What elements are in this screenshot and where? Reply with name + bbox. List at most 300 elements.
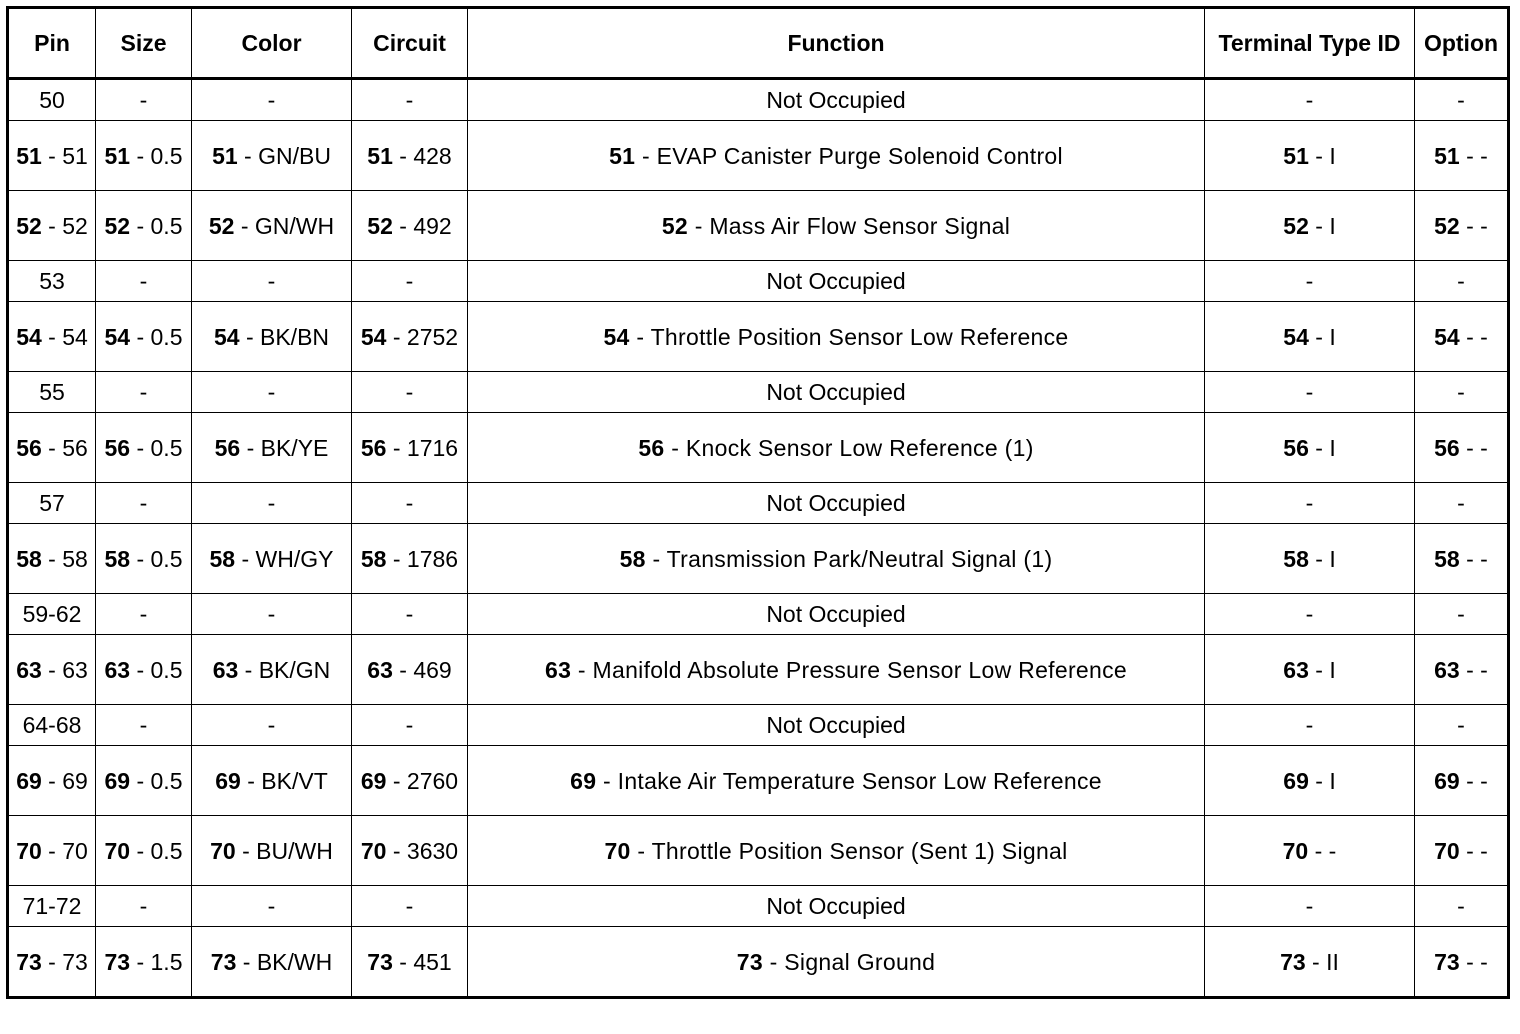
cell-pin-text: - 63 (41, 656, 88, 683)
cell-function-pin-ref: 56 (638, 434, 665, 461)
header-pin: Pin (8, 8, 96, 79)
cell-pin-pin-ref: 58 (16, 545, 42, 572)
cell-color (192, 927, 352, 998)
cell-option-text: - - (1459, 142, 1488, 169)
cell-option-text: - - (1459, 434, 1488, 461)
cell-circuit-text: - 1786 (386, 545, 459, 572)
cell-option-text: - (1457, 712, 1465, 738)
cell-circuit (352, 413, 468, 483)
cell-function-text: - Intake Air Temperature Sensor Low Reference (596, 767, 1102, 794)
cell-color-text: - (267, 268, 276, 294)
table-row (8, 635, 1509, 705)
cell-color-text: - WH/GY (235, 545, 334, 572)
cell-circuit (352, 261, 468, 302)
cell-color-pin-ref: 52 (208, 212, 235, 239)
cell-pin-text: - 54 (41, 323, 88, 350)
cell-circuit (352, 191, 468, 261)
cell-circuit (352, 594, 468, 635)
cell-size-text: - (139, 268, 148, 294)
cell-color-text: - (267, 379, 276, 405)
cell-function (468, 635, 1205, 705)
cell-circuit-pin-ref: 52 (367, 212, 393, 239)
header-function: Function (468, 8, 1205, 79)
cell-color (192, 594, 352, 635)
cell-function (468, 886, 1205, 927)
cell-circuit (352, 635, 468, 705)
cell-function-text: - Knock Sensor Low Reference (1) (664, 434, 1034, 461)
cell-option-text: - - (1459, 837, 1488, 864)
cell-terminal-type-id (1205, 372, 1415, 413)
cell-color-pin-ref: 63 (212, 656, 239, 683)
cell-color-pin-ref: 56 (214, 434, 241, 461)
cell-pin-pin-ref: 51 (16, 142, 42, 169)
cell-size-pin-ref: 56 (104, 434, 131, 461)
cell-circuit (352, 372, 468, 413)
table-row (8, 816, 1509, 886)
cell-terminal-type-id-text: - I (1308, 656, 1336, 683)
cell-size (96, 191, 192, 261)
cell-function-pin-ref: 69 (570, 767, 597, 794)
cell-function-text: Not Occupied (766, 601, 906, 627)
cell-terminal-type-id-pin-ref: 52 (1283, 212, 1309, 239)
cell-color (192, 413, 352, 483)
cell-terminal-type-id (1205, 816, 1415, 886)
cell-circuit-text: - 2760 (386, 767, 459, 794)
table-row (8, 483, 1509, 524)
cell-pin-text: - 52 (41, 212, 88, 239)
cell-pin-pin-ref: 56 (16, 434, 42, 461)
connector-pinout-table-wrapper (6, 6, 1510, 999)
cell-circuit-text: - (405, 87, 414, 113)
cell-color-text: - BK/VT (240, 767, 328, 794)
cell-function-pin-ref: 54 (603, 323, 630, 350)
cell-color (192, 302, 352, 372)
cell-pin (8, 372, 96, 413)
header-color: Color (192, 8, 352, 79)
cell-pin-text: 57 (39, 490, 65, 516)
cell-pin (8, 635, 96, 705)
cell-function (468, 413, 1205, 483)
cell-circuit-pin-ref: 69 (360, 767, 387, 794)
cell-terminal-type-id-text: - I (1308, 545, 1336, 572)
cell-function-text: - Throttle Position Sensor (Sent 1) Signal (630, 837, 1068, 864)
cell-function (468, 816, 1205, 886)
cell-size (96, 372, 192, 413)
cell-color-text: - BK/WH (236, 948, 333, 975)
cell-circuit (352, 886, 468, 927)
cell-terminal-type-id-pin-ref: 51 (1283, 142, 1309, 169)
cell-size-text: - 1.5 (130, 948, 183, 975)
cell-terminal-type-id-text: - II (1305, 948, 1339, 975)
cell-option-pin-ref: 54 (1434, 323, 1460, 350)
cell-option (1415, 413, 1509, 483)
cell-circuit-text: - (405, 601, 414, 627)
cell-terminal-type-id-text: - (1305, 379, 1314, 405)
cell-circuit (352, 524, 468, 594)
cell-terminal-type-id-text: - I (1308, 212, 1336, 239)
cell-pin (8, 483, 96, 524)
cell-color-text: - BK/BN (239, 323, 330, 350)
cell-terminal-type-id (1205, 79, 1415, 121)
cell-pin-text: 50 (39, 87, 65, 113)
cell-color (192, 191, 352, 261)
cell-color (192, 635, 352, 705)
cell-terminal-type-id-text: - (1305, 893, 1314, 919)
cell-function-text: - Manifold Absolute Pressure Sensor Low Reference (571, 656, 1127, 683)
cell-color-text: - (267, 893, 276, 919)
cell-color-text: - (267, 712, 276, 738)
cell-function (468, 746, 1205, 816)
cell-color-text: - GN/BU (237, 142, 331, 169)
cell-size-pin-ref: 69 (104, 767, 131, 794)
cell-pin-text: 53 (39, 268, 65, 294)
cell-size (96, 816, 192, 886)
cell-function (468, 121, 1205, 191)
cell-circuit (352, 79, 468, 121)
cell-option-text: - - (1459, 767, 1488, 794)
cell-option (1415, 524, 1509, 594)
cell-color-text: - (267, 490, 276, 516)
cell-terminal-type-id-pin-ref: 63 (1283, 656, 1309, 683)
cell-size-pin-ref: 73 (104, 948, 131, 975)
cell-function-pin-ref: 52 (661, 212, 688, 239)
cell-size (96, 524, 192, 594)
cell-pin (8, 705, 96, 746)
cell-size-text: - (139, 712, 148, 738)
cell-circuit-text: - (405, 379, 414, 405)
cell-terminal-type-id-text: - I (1308, 323, 1336, 350)
table-row (8, 927, 1509, 998)
cell-option (1415, 261, 1509, 302)
cell-pin (8, 121, 96, 191)
cell-color-pin-ref: 69 (215, 767, 241, 794)
cell-option (1415, 191, 1509, 261)
cell-option-text: - (1457, 601, 1465, 627)
cell-pin-text: 59-62 (22, 601, 82, 627)
cell-pin (8, 816, 96, 886)
cell-option-text: - - (1459, 323, 1488, 350)
cell-option-pin-ref: 52 (1434, 212, 1460, 239)
cell-function (468, 705, 1205, 746)
cell-option-text: - - (1459, 656, 1488, 683)
header-circuit: Circuit (352, 8, 468, 79)
cell-circuit-text: - 2752 (386, 323, 459, 350)
cell-option-pin-ref: 56 (1434, 434, 1460, 461)
cell-circuit-text: - 492 (392, 212, 452, 239)
cell-size (96, 121, 192, 191)
cell-size-pin-ref: 54 (104, 323, 131, 350)
cell-size (96, 746, 192, 816)
cell-option-text: - - (1459, 212, 1488, 239)
cell-circuit-pin-ref: 56 (360, 434, 387, 461)
cell-option-pin-ref: 58 (1434, 545, 1460, 572)
cell-terminal-type-id-text: - (1305, 87, 1314, 113)
cell-circuit-text: - (405, 490, 414, 516)
cell-pin (8, 413, 96, 483)
header-option: Option (1415, 8, 1509, 79)
cell-circuit (352, 483, 468, 524)
cell-size (96, 635, 192, 705)
cell-function (468, 302, 1205, 372)
table-row (8, 372, 1509, 413)
cell-color-text: - BK/GN (238, 656, 331, 683)
cell-terminal-type-id (1205, 524, 1415, 594)
cell-function-text: - Throttle Position Sensor Low Reference (629, 323, 1069, 350)
table-row (8, 886, 1509, 927)
cell-size (96, 483, 192, 524)
cell-pin (8, 191, 96, 261)
cell-size-text: - (139, 893, 148, 919)
cell-size-pin-ref: 51 (104, 142, 131, 169)
cell-color-pin-ref: 54 (213, 323, 240, 350)
cell-function (468, 594, 1205, 635)
cell-pin-text: - 58 (41, 545, 88, 572)
cell-function-text: Not Occupied (766, 893, 906, 919)
cell-terminal-type-id-pin-ref: 70 (1282, 837, 1309, 864)
cell-color-pin-ref: 70 (210, 837, 236, 864)
cell-option (1415, 594, 1509, 635)
cell-size-text: - (139, 601, 148, 627)
cell-terminal-type-id-text: - I (1308, 767, 1336, 794)
table-row (8, 413, 1509, 483)
cell-color-pin-ref: 51 (212, 142, 238, 169)
cell-circuit-pin-ref: 58 (360, 545, 387, 572)
cell-terminal-type-id-text: - (1305, 268, 1314, 294)
table-row (8, 302, 1509, 372)
cell-option (1415, 927, 1509, 998)
cell-size-pin-ref: 70 (104, 837, 131, 864)
cell-circuit-text: - 3630 (386, 837, 459, 864)
cell-terminal-type-id (1205, 886, 1415, 927)
cell-size-pin-ref: 52 (104, 212, 131, 239)
cell-size-text: - 0.5 (130, 323, 183, 350)
cell-size-text: - 0.5 (130, 434, 183, 461)
cell-color-pin-ref: 73 (210, 948, 237, 975)
cell-pin-pin-ref: 73 (16, 948, 42, 975)
cell-function (468, 261, 1205, 302)
cell-color (192, 524, 352, 594)
cell-terminal-type-id-pin-ref: 56 (1283, 434, 1309, 461)
cell-pin (8, 927, 96, 998)
cell-size-pin-ref: 63 (104, 656, 131, 683)
cell-pin (8, 524, 96, 594)
cell-circuit-pin-ref: 63 (367, 656, 393, 683)
cell-circuit (352, 302, 468, 372)
cell-pin (8, 594, 96, 635)
cell-pin-text: - 56 (41, 434, 88, 461)
cell-pin-text: - 70 (41, 837, 88, 864)
cell-option-text: - - (1459, 545, 1488, 572)
cell-function-text: - Signal Ground (762, 948, 936, 975)
table-row (8, 746, 1509, 816)
cell-pin-pin-ref: 70 (16, 837, 42, 864)
cell-pin (8, 261, 96, 302)
cell-size (96, 705, 192, 746)
cell-size (96, 261, 192, 302)
table-row (8, 261, 1509, 302)
cell-color (192, 79, 352, 121)
cell-option-text: - (1457, 893, 1465, 919)
cell-circuit-text: - (405, 712, 414, 738)
table-row (8, 594, 1509, 635)
cell-option (1415, 746, 1509, 816)
cell-function-text: Not Occupied (766, 268, 906, 294)
table-header-row (8, 8, 1509, 79)
cell-function (468, 372, 1205, 413)
cell-option-text: - (1457, 379, 1465, 405)
cell-option (1415, 635, 1509, 705)
cell-function-pin-ref: 58 (619, 545, 646, 572)
cell-circuit-pin-ref: 70 (360, 837, 387, 864)
cell-option (1415, 705, 1509, 746)
cell-pin-text: 64-68 (22, 712, 82, 738)
cell-terminal-type-id-text: - (1305, 712, 1314, 738)
cell-terminal-type-id (1205, 483, 1415, 524)
cell-option-pin-ref: 70 (1434, 837, 1460, 864)
cell-terminal-type-id (1205, 705, 1415, 746)
cell-terminal-type-id-pin-ref: 58 (1283, 545, 1309, 572)
cell-option (1415, 79, 1509, 121)
cell-function-pin-ref: 51 (609, 142, 636, 169)
cell-color-text: - GN/WH (234, 212, 335, 239)
cell-color (192, 261, 352, 302)
cell-pin (8, 79, 96, 121)
cell-color (192, 886, 352, 927)
cell-function (468, 524, 1205, 594)
cell-function-pin-ref: 73 (736, 948, 763, 975)
cell-color (192, 705, 352, 746)
cell-circuit (352, 816, 468, 886)
table-row (8, 121, 1509, 191)
cell-function (468, 191, 1205, 261)
cell-pin-text: 55 (39, 379, 65, 405)
cell-pin (8, 302, 96, 372)
cell-size (96, 79, 192, 121)
cell-terminal-type-id-text: - (1305, 601, 1314, 627)
cell-option (1415, 816, 1509, 886)
cell-option-pin-ref: 51 (1434, 142, 1460, 169)
cell-size-pin-ref: 58 (104, 545, 131, 572)
cell-size (96, 594, 192, 635)
cell-option-pin-ref: 73 (1434, 948, 1460, 975)
cell-pin-pin-ref: 69 (16, 767, 42, 794)
cell-function-text: Not Occupied (766, 379, 906, 405)
cell-color (192, 816, 352, 886)
table-row (8, 191, 1509, 261)
cell-color-text: - BK/YE (240, 434, 329, 461)
cell-color-text: - (267, 87, 276, 113)
cell-color (192, 121, 352, 191)
cell-circuit (352, 121, 468, 191)
cell-size-text: - 0.5 (130, 142, 183, 169)
cell-circuit (352, 705, 468, 746)
cell-color-text: - (267, 601, 276, 627)
cell-terminal-type-id-text: - I (1308, 434, 1336, 461)
cell-function-text: Not Occupied (766, 712, 906, 738)
cell-terminal-type-id (1205, 302, 1415, 372)
table-row (8, 79, 1509, 121)
cell-function (468, 483, 1205, 524)
cell-option-pin-ref: 69 (1434, 767, 1460, 794)
table-body (8, 79, 1509, 998)
cell-option (1415, 372, 1509, 413)
cell-size-text: - 0.5 (130, 837, 183, 864)
cell-terminal-type-id-text: - I (1308, 142, 1336, 169)
cell-pin-text: - 51 (41, 142, 88, 169)
cell-size (96, 302, 192, 372)
connector-pinout-table (6, 6, 1510, 999)
cell-option (1415, 483, 1509, 524)
cell-color-pin-ref: 58 (209, 545, 236, 572)
cell-circuit (352, 746, 468, 816)
cell-pin-text: 71-72 (22, 893, 82, 919)
cell-function-pin-ref: 70 (604, 837, 631, 864)
cell-option-text: - (1457, 87, 1465, 113)
cell-circuit-pin-ref: 54 (360, 323, 387, 350)
cell-terminal-type-id (1205, 635, 1415, 705)
cell-circuit-text: - 1716 (386, 434, 459, 461)
cell-pin-pin-ref: 63 (16, 656, 42, 683)
cell-function-text: - Transmission Park/Neutral Signal (1) (645, 545, 1053, 572)
cell-terminal-type-id-pin-ref: 54 (1283, 323, 1309, 350)
header-size: Size (96, 8, 192, 79)
cell-circuit (352, 927, 468, 998)
cell-size (96, 413, 192, 483)
cell-pin-text: - 69 (41, 767, 88, 794)
cell-function-text: Not Occupied (766, 87, 906, 113)
cell-terminal-type-id (1205, 191, 1415, 261)
cell-terminal-type-id (1205, 413, 1415, 483)
cell-circuit-text: - 469 (392, 656, 452, 683)
cell-pin-pin-ref: 52 (16, 212, 42, 239)
cell-size (96, 886, 192, 927)
cell-pin (8, 746, 96, 816)
cell-terminal-type-id (1205, 594, 1415, 635)
cell-size-text: - (139, 379, 148, 405)
cell-size-text: - 0.5 (130, 545, 183, 572)
cell-option-text: - - (1459, 948, 1488, 975)
cell-size-text: - (139, 490, 148, 516)
cell-circuit-text: - 428 (392, 142, 452, 169)
cell-circuit-text: - (405, 268, 414, 294)
cell-circuit-text: - 451 (392, 948, 452, 975)
cell-function-text: - EVAP Canister Purge Solenoid Control (635, 142, 1063, 169)
cell-size-text: - 0.5 (130, 767, 183, 794)
cell-circuit-pin-ref: 51 (367, 142, 393, 169)
cell-option (1415, 121, 1509, 191)
cell-option-text: - (1457, 490, 1465, 516)
cell-circuit-text: - (405, 893, 414, 919)
cell-size-text: - 0.5 (130, 656, 183, 683)
cell-pin-pin-ref: 54 (16, 323, 42, 350)
cell-pin-text: - 73 (41, 948, 88, 975)
cell-option-text: - (1457, 268, 1465, 294)
cell-pin (8, 886, 96, 927)
cell-function-pin-ref: 63 (545, 656, 572, 683)
cell-option (1415, 886, 1509, 927)
cell-terminal-type-id (1205, 927, 1415, 998)
table-row (8, 524, 1509, 594)
cell-function-text: - Mass Air Flow Sensor Signal (688, 212, 1011, 239)
cell-color-text: - BU/WH (235, 837, 333, 864)
cell-terminal-type-id-text: - (1305, 490, 1314, 516)
cell-terminal-type-id (1205, 121, 1415, 191)
table-row (8, 705, 1509, 746)
cell-terminal-type-id-pin-ref: 69 (1283, 767, 1309, 794)
cell-terminal-type-id (1205, 261, 1415, 302)
cell-option-pin-ref: 63 (1434, 656, 1460, 683)
cell-function (468, 79, 1205, 121)
